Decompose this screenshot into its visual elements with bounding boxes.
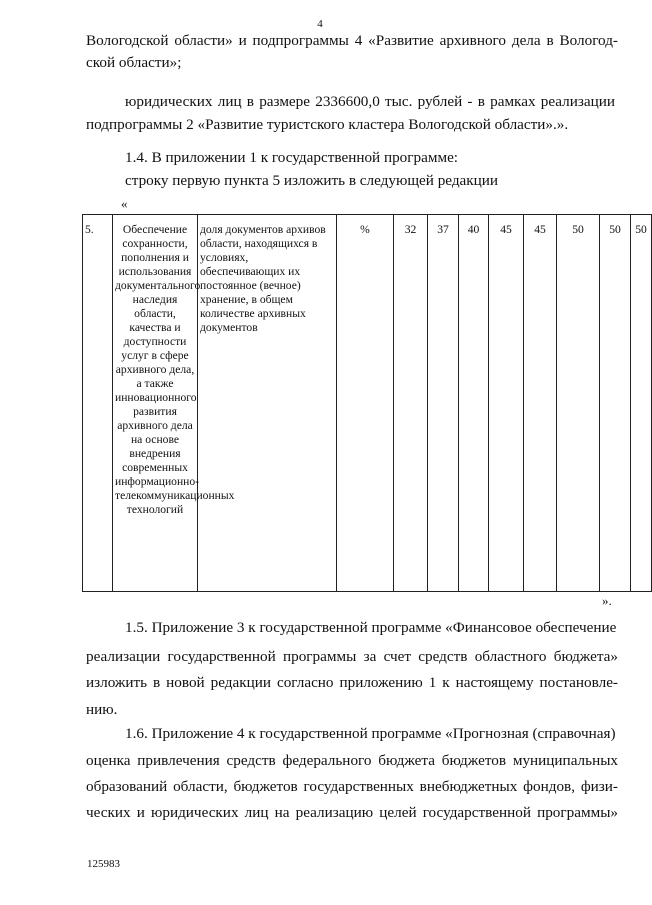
paragraph-line: ческих и юридических лиц на реализацию целей государственной программы»	[86, 804, 618, 821]
paragraph-line: Вологодской области» и подпрограммы 4 «Развитие архивного дела в Вологод-	[86, 32, 618, 49]
row-number-cell: 5.	[83, 215, 113, 592]
goal-name-cell: Обеспечение сохранности, пополнения и использования документального наследия области, качества и доступности услуг в сфере архивного дела, а также инновационного развития архивного дела на основе внедрения современных информационно-телекоммуникационных технологий	[113, 215, 198, 592]
paragraph-line: строку первую пункта 5 изложить в следующей редакции	[125, 172, 499, 189]
unit-cell: %	[337, 215, 394, 592]
document-code: 125983	[87, 858, 120, 870]
value-cell: 45	[489, 215, 524, 592]
paragraph-line: 1.6. Приложение 4 к государственной программе «Прогнозная (справочная)	[125, 725, 616, 742]
value-cell: 32	[394, 215, 428, 592]
value-cell: 37	[428, 215, 459, 592]
value-cell: 45	[524, 215, 557, 592]
program-table	[82, 214, 652, 592]
paragraph-line: оценка привлечения средств федерального бюджета бюджетов муниципальных	[86, 752, 618, 769]
value-cell: 50	[600, 215, 631, 592]
paragraph-line: 1.5. Приложение 3 к государственной программе «Финансовое обеспечение	[125, 619, 617, 636]
paragraph-line: изложить в новой редакции согласно приложению 1 к настоящему постановле-	[86, 674, 618, 691]
value-cell: 50	[557, 215, 600, 592]
value-cell: 40	[459, 215, 489, 592]
page-number: 4	[317, 18, 323, 30]
paragraph-line: юридических лиц в размере 2336600,0 тыс. рублей - в рамках реализации	[125, 93, 615, 110]
paragraph-line: реализации государственной программы за счет средств областного бюджета»	[86, 648, 618, 665]
table-row	[83, 215, 652, 592]
indicator-cell: доля документов архивов области, находящихся в условиях, обеспечивающих их постоянное (вечное) хранение, в общем количестве архивных документов	[198, 215, 337, 592]
paragraph-line: подпрограммы 2 «Развитие туристского кластера Вологодской области».».	[86, 116, 569, 133]
paragraph-line: образований области, бюджетов государственных внебюджетных фондов, физи-	[86, 778, 618, 795]
close-quote: ».	[602, 593, 612, 608]
value-cell: 50	[631, 215, 652, 592]
paragraph-line: 1.4. В приложении 1 к государственной программе:	[125, 149, 459, 166]
paragraph-line: ской области»;	[86, 54, 182, 71]
paragraph-line: нию.	[86, 701, 118, 718]
open-quote: «	[121, 196, 128, 211]
